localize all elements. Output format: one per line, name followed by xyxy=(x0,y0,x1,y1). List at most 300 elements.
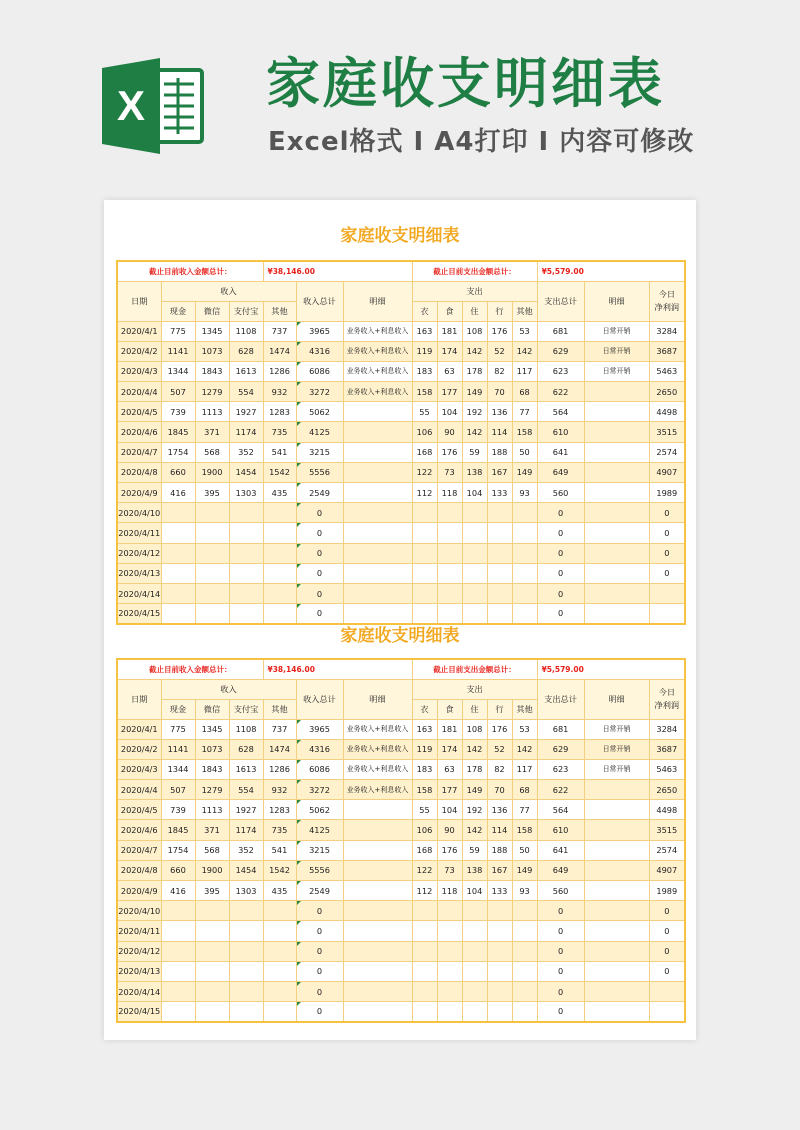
cell-food[interactable] xyxy=(437,523,462,543)
cell-net[interactable]: 3687 xyxy=(649,739,685,759)
cell-other-out[interactable]: 77 xyxy=(512,402,537,422)
cell-clothes[interactable]: 158 xyxy=(412,382,437,402)
cell-income-detail[interactable] xyxy=(343,961,412,981)
cell-expense-sum[interactable]: 623 xyxy=(537,361,584,381)
cell-clothes[interactable] xyxy=(412,503,437,523)
cell-food[interactable]: 181 xyxy=(437,321,462,341)
cell-food[interactable]: 104 xyxy=(437,800,462,820)
cell-travel[interactable]: 188 xyxy=(487,442,512,462)
cell-travel[interactable] xyxy=(487,921,512,941)
cell-alipay[interactable]: 1108 xyxy=(229,321,263,341)
cell-clothes[interactable]: 122 xyxy=(412,462,437,482)
cell-income-detail[interactable] xyxy=(343,840,412,860)
cell-net[interactable]: 5463 xyxy=(649,759,685,779)
cell-net[interactable]: 0 xyxy=(649,523,685,543)
cell-expense-detail[interactable]: 日常开销 xyxy=(584,719,649,739)
cell-net[interactable]: 0 xyxy=(649,503,685,523)
cell-clothes[interactable]: 183 xyxy=(412,759,437,779)
cell-date[interactable]: 2020/4/8 xyxy=(117,860,161,880)
cell-income-sum[interactable]: 0 xyxy=(296,503,343,523)
cell-alipay[interactable]: 352 xyxy=(229,442,263,462)
cell-alipay[interactable]: 1927 xyxy=(229,800,263,820)
cell-alipay[interactable]: 1454 xyxy=(229,462,263,482)
cell-wechat[interactable]: 568 xyxy=(195,840,229,860)
cell-live[interactable]: 142 xyxy=(462,341,487,361)
cell-travel[interactable]: 167 xyxy=(487,462,512,482)
cell-cash[interactable] xyxy=(161,1002,195,1022)
cell-other-out[interactable] xyxy=(512,901,537,921)
cell-income-sum[interactable]: 3272 xyxy=(296,780,343,800)
cell-income-sum[interactable]: 0 xyxy=(296,604,343,624)
cell-other-out[interactable] xyxy=(512,921,537,941)
cell-cash[interactable]: 660 xyxy=(161,462,195,482)
cell-date[interactable]: 2020/4/10 xyxy=(117,503,161,523)
cell-income-detail[interactable] xyxy=(343,800,412,820)
cell-date[interactable]: 2020/4/15 xyxy=(117,604,161,624)
cell-other-in[interactable]: 932 xyxy=(263,780,296,800)
cell-expense-detail[interactable] xyxy=(584,503,649,523)
cell-cash[interactable]: 1754 xyxy=(161,442,195,462)
cell-food[interactable]: 174 xyxy=(437,341,462,361)
cell-wechat[interactable]: 1900 xyxy=(195,462,229,482)
cell-expense-detail[interactable]: 日常开销 xyxy=(584,759,649,779)
cell-food[interactable]: 104 xyxy=(437,402,462,422)
cell-income-detail[interactable]: 业务收入+利息收入 xyxy=(343,361,412,381)
cell-other-in[interactable]: 541 xyxy=(263,442,296,462)
cell-clothes[interactable] xyxy=(412,563,437,583)
cell-expense-detail[interactable] xyxy=(584,442,649,462)
cell-clothes[interactable]: 55 xyxy=(412,402,437,422)
cell-net[interactable]: 0 xyxy=(649,901,685,921)
cell-income-sum[interactable]: 0 xyxy=(296,941,343,961)
cell-wechat[interactable]: 1073 xyxy=(195,341,229,361)
cell-other-in[interactable]: 1286 xyxy=(263,361,296,381)
cell-wechat[interactable]: 1279 xyxy=(195,780,229,800)
cell-wechat[interactable]: 371 xyxy=(195,820,229,840)
cell-cash[interactable]: 660 xyxy=(161,860,195,880)
cell-date[interactable]: 2020/4/15 xyxy=(117,1002,161,1022)
cell-cash[interactable] xyxy=(161,921,195,941)
cell-date[interactable]: 2020/4/4 xyxy=(117,780,161,800)
cell-expense-detail[interactable] xyxy=(584,780,649,800)
cell-expense-sum[interactable]: 622 xyxy=(537,382,584,402)
cell-live[interactable] xyxy=(462,583,487,603)
cell-expense-sum[interactable]: 560 xyxy=(537,881,584,901)
cell-food[interactable]: 73 xyxy=(437,860,462,880)
cell-wechat[interactable]: 1113 xyxy=(195,800,229,820)
cell-expense-detail[interactable] xyxy=(584,462,649,482)
cell-expense-detail[interactable] xyxy=(584,543,649,563)
cell-wechat[interactable] xyxy=(195,901,229,921)
cell-live[interactable]: 138 xyxy=(462,860,487,880)
cell-other-out[interactable]: 53 xyxy=(512,321,537,341)
cell-net[interactable]: 0 xyxy=(649,543,685,563)
cell-other-out[interactable]: 68 xyxy=(512,382,537,402)
cell-travel[interactable]: 136 xyxy=(487,402,512,422)
cell-travel[interactable]: 136 xyxy=(487,800,512,820)
cell-expense-detail[interactable] xyxy=(584,901,649,921)
cell-income-detail[interactable]: 业务收入+利息收入 xyxy=(343,341,412,361)
cell-live[interactable]: 149 xyxy=(462,382,487,402)
cell-wechat[interactable] xyxy=(195,941,229,961)
cell-expense-detail[interactable] xyxy=(584,422,649,442)
cell-net[interactable]: 0 xyxy=(649,941,685,961)
cell-expense-sum[interactable]: 681 xyxy=(537,321,584,341)
cell-travel[interactable]: 52 xyxy=(487,739,512,759)
cell-income-detail[interactable] xyxy=(343,860,412,880)
cell-clothes[interactable]: 119 xyxy=(412,341,437,361)
cell-income-sum[interactable]: 0 xyxy=(296,1002,343,1022)
cell-expense-detail[interactable] xyxy=(584,820,649,840)
cell-expense-sum[interactable]: 0 xyxy=(537,961,584,981)
cell-date[interactable]: 2020/4/3 xyxy=(117,361,161,381)
cell-cash[interactable] xyxy=(161,523,195,543)
cell-travel[interactable]: 114 xyxy=(487,820,512,840)
cell-other-in[interactable] xyxy=(263,1002,296,1022)
cell-income-sum[interactable]: 0 xyxy=(296,961,343,981)
cell-income-detail[interactable] xyxy=(343,981,412,1001)
cell-live[interactable]: 178 xyxy=(462,361,487,381)
cell-net[interactable]: 1989 xyxy=(649,881,685,901)
cell-other-out[interactable] xyxy=(512,981,537,1001)
cell-alipay[interactable] xyxy=(229,921,263,941)
cell-other-in[interactable]: 435 xyxy=(263,483,296,503)
cell-live[interactable] xyxy=(462,503,487,523)
cell-expense-sum[interactable]: 0 xyxy=(537,543,584,563)
cell-expense-detail[interactable] xyxy=(584,981,649,1001)
cell-wechat[interactable]: 1113 xyxy=(195,402,229,422)
cell-net[interactable]: 0 xyxy=(649,563,685,583)
cell-live[interactable] xyxy=(462,941,487,961)
cell-food[interactable]: 174 xyxy=(437,739,462,759)
cell-alipay[interactable] xyxy=(229,563,263,583)
cell-income-sum[interactable]: 0 xyxy=(296,523,343,543)
cell-expense-sum[interactable]: 0 xyxy=(537,921,584,941)
cell-income-sum[interactable]: 6086 xyxy=(296,361,343,381)
cell-clothes[interactable]: 55 xyxy=(412,800,437,820)
cell-expense-detail[interactable]: 日常开销 xyxy=(584,361,649,381)
cell-other-in[interactable] xyxy=(263,901,296,921)
cell-wechat[interactable] xyxy=(195,921,229,941)
cell-clothes[interactable] xyxy=(412,921,437,941)
cell-expense-detail[interactable] xyxy=(584,563,649,583)
cell-date[interactable]: 2020/4/10 xyxy=(117,901,161,921)
cell-wechat[interactable]: 1900 xyxy=(195,860,229,880)
cell-live[interactable]: 59 xyxy=(462,840,487,860)
cell-expense-sum[interactable]: 641 xyxy=(537,840,584,860)
cell-clothes[interactable]: 183 xyxy=(412,361,437,381)
cell-other-out[interactable] xyxy=(512,961,537,981)
cell-expense-detail[interactable] xyxy=(584,800,649,820)
cell-net[interactable]: 0 xyxy=(649,921,685,941)
cell-live[interactable] xyxy=(462,981,487,1001)
cell-alipay[interactable]: 1303 xyxy=(229,483,263,503)
cell-date[interactable]: 2020/4/3 xyxy=(117,759,161,779)
cell-date[interactable]: 2020/4/6 xyxy=(117,820,161,840)
cell-other-out[interactable]: 158 xyxy=(512,820,537,840)
cell-cash[interactable]: 1344 xyxy=(161,361,195,381)
cell-other-out[interactable]: 117 xyxy=(512,361,537,381)
cell-other-out[interactable]: 93 xyxy=(512,881,537,901)
cell-live[interactable]: 142 xyxy=(462,820,487,840)
cell-wechat[interactable] xyxy=(195,583,229,603)
cell-travel[interactable] xyxy=(487,981,512,1001)
cell-clothes[interactable]: 112 xyxy=(412,881,437,901)
cell-income-detail[interactable]: 业务收入+利息收入 xyxy=(343,780,412,800)
cell-food[interactable]: 177 xyxy=(437,780,462,800)
cell-alipay[interactable] xyxy=(229,961,263,981)
cell-other-out[interactable] xyxy=(512,503,537,523)
cell-travel[interactable]: 82 xyxy=(487,759,512,779)
cell-live[interactable] xyxy=(462,961,487,981)
cell-date[interactable]: 2020/4/12 xyxy=(117,543,161,563)
cell-clothes[interactable]: 158 xyxy=(412,780,437,800)
cell-income-detail[interactable] xyxy=(343,523,412,543)
cell-wechat[interactable]: 1345 xyxy=(195,321,229,341)
cell-food[interactable]: 90 xyxy=(437,820,462,840)
cell-other-out[interactable]: 50 xyxy=(512,442,537,462)
cell-cash[interactable]: 416 xyxy=(161,881,195,901)
cell-clothes[interactable]: 106 xyxy=(412,820,437,840)
cell-live[interactable] xyxy=(462,563,487,583)
cell-net[interactable] xyxy=(649,981,685,1001)
cell-other-out[interactable]: 158 xyxy=(512,422,537,442)
cell-cash[interactable] xyxy=(161,981,195,1001)
cell-wechat[interactable] xyxy=(195,981,229,1001)
cell-net[interactable]: 2574 xyxy=(649,840,685,860)
cell-wechat[interactable]: 568 xyxy=(195,442,229,462)
cell-date[interactable]: 2020/4/1 xyxy=(117,719,161,739)
cell-income-sum[interactable]: 6086 xyxy=(296,759,343,779)
cell-income-detail[interactable] xyxy=(343,1002,412,1022)
cell-alipay[interactable] xyxy=(229,543,263,563)
cell-expense-detail[interactable] xyxy=(584,1002,649,1022)
cell-income-sum[interactable]: 3965 xyxy=(296,321,343,341)
cell-expense-detail[interactable] xyxy=(584,921,649,941)
cell-expense-sum[interactable]: 0 xyxy=(537,563,584,583)
cell-food[interactable] xyxy=(437,981,462,1001)
cell-date[interactable]: 2020/4/8 xyxy=(117,462,161,482)
cell-expense-detail[interactable]: 日常开销 xyxy=(584,321,649,341)
cell-income-detail[interactable] xyxy=(343,820,412,840)
cell-wechat[interactable]: 1345 xyxy=(195,719,229,739)
cell-live[interactable]: 108 xyxy=(462,719,487,739)
cell-other-in[interactable] xyxy=(263,921,296,941)
cell-expense-detail[interactable] xyxy=(584,860,649,880)
cell-cash[interactable]: 1344 xyxy=(161,759,195,779)
cell-other-out[interactable]: 50 xyxy=(512,840,537,860)
cell-income-sum[interactable]: 4316 xyxy=(296,739,343,759)
cell-expense-detail[interactable]: 日常开销 xyxy=(584,341,649,361)
cell-income-detail[interactable] xyxy=(343,402,412,422)
cell-income-detail[interactable] xyxy=(343,503,412,523)
cell-date[interactable]: 2020/4/6 xyxy=(117,422,161,442)
cell-food[interactable] xyxy=(437,543,462,563)
cell-alipay[interactable]: 1613 xyxy=(229,361,263,381)
cell-wechat[interactable]: 371 xyxy=(195,422,229,442)
cell-travel[interactable]: 133 xyxy=(487,881,512,901)
cell-other-in[interactable] xyxy=(263,523,296,543)
cell-income-sum[interactable]: 0 xyxy=(296,921,343,941)
cell-other-out[interactable] xyxy=(512,523,537,543)
cell-cash[interactable]: 416 xyxy=(161,483,195,503)
cell-other-in[interactable]: 1542 xyxy=(263,462,296,482)
cell-other-in[interactable]: 1283 xyxy=(263,800,296,820)
cell-expense-sum[interactable]: 0 xyxy=(537,604,584,624)
cell-expense-detail[interactable]: 日常开销 xyxy=(584,739,649,759)
cell-other-in[interactable]: 1283 xyxy=(263,402,296,422)
cell-income-detail[interactable]: 业务收入+利息收入 xyxy=(343,382,412,402)
cell-expense-sum[interactable]: 0 xyxy=(537,583,584,603)
cell-other-out[interactable] xyxy=(512,941,537,961)
cell-expense-sum[interactable]: 0 xyxy=(537,523,584,543)
cell-cash[interactable]: 507 xyxy=(161,780,195,800)
cell-cash[interactable]: 739 xyxy=(161,800,195,820)
cell-other-in[interactable] xyxy=(263,961,296,981)
cell-net[interactable]: 0 xyxy=(649,961,685,981)
cell-other-in[interactable] xyxy=(263,583,296,603)
cell-wechat[interactable]: 1843 xyxy=(195,361,229,381)
cell-other-out[interactable]: 142 xyxy=(512,341,537,361)
cell-expense-sum[interactable]: 623 xyxy=(537,759,584,779)
cell-clothes[interactable] xyxy=(412,1002,437,1022)
cell-cash[interactable] xyxy=(161,901,195,921)
cell-expense-detail[interactable] xyxy=(584,583,649,603)
cell-clothes[interactable] xyxy=(412,981,437,1001)
cell-date[interactable]: 2020/4/9 xyxy=(117,483,161,503)
cell-travel[interactable] xyxy=(487,523,512,543)
cell-travel[interactable]: 133 xyxy=(487,483,512,503)
cell-income-sum[interactable]: 4125 xyxy=(296,820,343,840)
cell-cash[interactable]: 1845 xyxy=(161,422,195,442)
cell-cash[interactable] xyxy=(161,503,195,523)
cell-other-in[interactable]: 735 xyxy=(263,422,296,442)
cell-net[interactable]: 3515 xyxy=(649,422,685,442)
cell-cash[interactable] xyxy=(161,543,195,563)
cell-other-in[interactable] xyxy=(263,981,296,1001)
cell-other-in[interactable]: 932 xyxy=(263,382,296,402)
cell-travel[interactable]: 70 xyxy=(487,780,512,800)
cell-clothes[interactable] xyxy=(412,901,437,921)
cell-income-detail[interactable]: 业务收入+利息收入 xyxy=(343,739,412,759)
cell-travel[interactable]: 188 xyxy=(487,840,512,860)
cell-other-in[interactable]: 1474 xyxy=(263,341,296,361)
cell-date[interactable]: 2020/4/14 xyxy=(117,981,161,1001)
cell-expense-sum[interactable]: 564 xyxy=(537,402,584,422)
cell-clothes[interactable]: 106 xyxy=(412,422,437,442)
cell-cash[interactable]: 775 xyxy=(161,321,195,341)
cell-food[interactable]: 118 xyxy=(437,881,462,901)
cell-alipay[interactable]: 554 xyxy=(229,382,263,402)
cell-other-out[interactable]: 149 xyxy=(512,462,537,482)
cell-clothes[interactable] xyxy=(412,961,437,981)
cell-live[interactable]: 104 xyxy=(462,881,487,901)
cell-cash[interactable]: 507 xyxy=(161,382,195,402)
cell-wechat[interactable] xyxy=(195,961,229,981)
cell-live[interactable]: 142 xyxy=(462,739,487,759)
cell-clothes[interactable] xyxy=(412,941,437,961)
cell-clothes[interactable]: 122 xyxy=(412,860,437,880)
cell-expense-sum[interactable]: 560 xyxy=(537,483,584,503)
cell-food[interactable]: 176 xyxy=(437,840,462,860)
cell-live[interactable] xyxy=(462,523,487,543)
cell-expense-sum[interactable]: 649 xyxy=(537,860,584,880)
cell-income-sum[interactable]: 0 xyxy=(296,901,343,921)
cell-net[interactable]: 3515 xyxy=(649,820,685,840)
cell-income-sum[interactable]: 5062 xyxy=(296,800,343,820)
cell-other-out[interactable]: 93 xyxy=(512,483,537,503)
cell-wechat[interactable]: 395 xyxy=(195,483,229,503)
cell-date[interactable]: 2020/4/2 xyxy=(117,739,161,759)
cell-expense-sum[interactable]: 0 xyxy=(537,1002,584,1022)
cell-other-out[interactable]: 142 xyxy=(512,739,537,759)
cell-income-detail[interactable] xyxy=(343,881,412,901)
cell-net[interactable]: 4498 xyxy=(649,402,685,422)
cell-expense-sum[interactable]: 0 xyxy=(537,901,584,921)
cell-date[interactable]: 2020/4/14 xyxy=(117,583,161,603)
cell-live[interactable]: 138 xyxy=(462,462,487,482)
cell-alipay[interactable]: 628 xyxy=(229,341,263,361)
cell-income-sum[interactable]: 0 xyxy=(296,981,343,1001)
cell-income-sum[interactable]: 3215 xyxy=(296,840,343,860)
cell-alipay[interactable]: 1108 xyxy=(229,719,263,739)
cell-live[interactable]: 149 xyxy=(462,780,487,800)
cell-income-detail[interactable] xyxy=(343,483,412,503)
cell-live[interactable]: 178 xyxy=(462,759,487,779)
cell-income-sum[interactable]: 5062 xyxy=(296,402,343,422)
cell-clothes[interactable]: 163 xyxy=(412,321,437,341)
cell-travel[interactable] xyxy=(487,563,512,583)
cell-cash[interactable]: 1141 xyxy=(161,341,195,361)
cell-date[interactable]: 2020/4/1 xyxy=(117,321,161,341)
cell-expense-sum[interactable]: 610 xyxy=(537,820,584,840)
cell-clothes[interactable]: 168 xyxy=(412,442,437,462)
cell-income-detail[interactable] xyxy=(343,543,412,563)
cell-live[interactable] xyxy=(462,1002,487,1022)
cell-expense-sum[interactable]: 629 xyxy=(537,341,584,361)
cell-net[interactable]: 1989 xyxy=(649,483,685,503)
cell-food[interactable]: 73 xyxy=(437,462,462,482)
cell-other-out[interactable]: 117 xyxy=(512,759,537,779)
cell-cash[interactable] xyxy=(161,961,195,981)
cell-income-sum[interactable]: 0 xyxy=(296,583,343,603)
cell-clothes[interactable]: 119 xyxy=(412,739,437,759)
cell-cash[interactable]: 739 xyxy=(161,402,195,422)
cell-other-in[interactable]: 435 xyxy=(263,881,296,901)
cell-net[interactable]: 3687 xyxy=(649,341,685,361)
cell-alipay[interactable]: 1927 xyxy=(229,402,263,422)
cell-travel[interactable]: 176 xyxy=(487,321,512,341)
cell-travel[interactable]: 114 xyxy=(487,422,512,442)
cell-income-detail[interactable] xyxy=(343,563,412,583)
cell-expense-detail[interactable] xyxy=(584,961,649,981)
cell-alipay[interactable]: 352 xyxy=(229,840,263,860)
cell-live[interactable]: 59 xyxy=(462,442,487,462)
cell-net[interactable]: 2650 xyxy=(649,382,685,402)
cell-expense-sum[interactable]: 0 xyxy=(537,981,584,1001)
cell-income-detail[interactable] xyxy=(343,941,412,961)
cell-net[interactable]: 4907 xyxy=(649,860,685,880)
cell-date[interactable]: 2020/4/7 xyxy=(117,442,161,462)
cell-alipay[interactable] xyxy=(229,1002,263,1022)
cell-income-sum[interactable]: 3272 xyxy=(296,382,343,402)
cell-other-in[interactable]: 541 xyxy=(263,840,296,860)
cell-alipay[interactable] xyxy=(229,583,263,603)
cell-income-detail[interactable] xyxy=(343,422,412,442)
cell-wechat[interactable]: 1279 xyxy=(195,382,229,402)
cell-income-sum[interactable]: 2549 xyxy=(296,881,343,901)
cell-live[interactable]: 192 xyxy=(462,800,487,820)
